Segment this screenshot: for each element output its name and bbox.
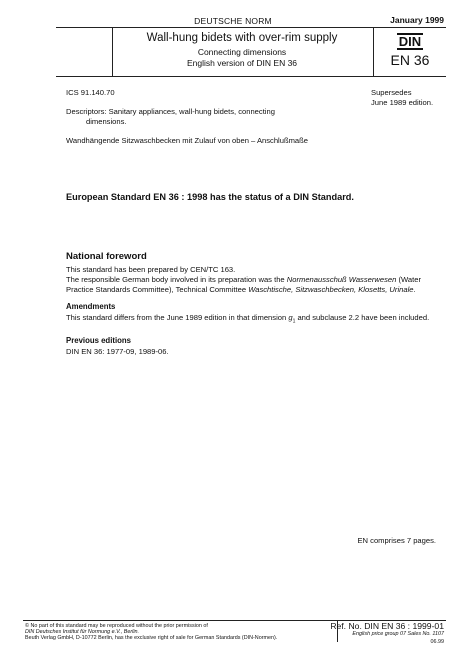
- amendments-text-end: and subclause 2.2 have been included.: [295, 313, 430, 322]
- status-statement: European Standard EN 36 : 1998 has the status of a DIN Standard.: [66, 192, 354, 202]
- print-code: 06.99: [430, 639, 444, 645]
- copyright-institute: DIN Deutsches Institut für Normung e.V., Berlin.: [25, 629, 140, 635]
- previous-editions-text: DIN EN 36: 1977-09, 1989-06.: [66, 347, 169, 356]
- standard-number: EN 36: [390, 52, 430, 68]
- dimension-variable: g: [288, 313, 293, 322]
- amendments-text-start: This standard differs from the June 1989 edition in that dimension: [66, 313, 289, 322]
- document-version: English version of DIN EN 36: [186, 58, 298, 68]
- din-logo-mark: DIN: [398, 34, 422, 49]
- supersedes-line-2: June 1989 edition.: [371, 98, 434, 107]
- amendments-text: [66, 313, 429, 327]
- din-logo: [385, 33, 435, 68]
- title-rule: [56, 76, 446, 77]
- publication-date: January 1999: [390, 15, 444, 25]
- dimension-subscript: 1: [292, 318, 296, 325]
- copyright-line-3: Beuth Verlag GmbH, D-10772 Berlin, has the exclusive right of sale for German Standards (DIN-Normen).: [25, 635, 278, 641]
- foreword-line-3-end: .: [413, 285, 416, 294]
- supersedes-line-1: Supersedes: [371, 88, 412, 97]
- copyright-line-1: © No part of this standard may be reproduced without the prior permission of: [25, 623, 208, 629]
- page-count: EN comprises 7 pages.: [357, 536, 436, 545]
- ics-code: ICS 91.140.70: [66, 88, 115, 97]
- foreword-line-2-end: (Water: [396, 275, 421, 284]
- german-title: Wandhängende Sitzwaschbecken mit Zulauf von oben – Anschlußmaße: [66, 136, 309, 145]
- amendments-heading: Amendments: [66, 302, 116, 311]
- foreword-line-3-text: Practice Standards Committee), Technical Committee: [66, 285, 249, 294]
- foreword-line-3: [66, 285, 416, 295]
- previous-editions-heading: Previous editions: [66, 336, 131, 345]
- national-foreword-heading: National foreword: [66, 251, 147, 262]
- document-subtitle: Connecting dimensions: [197, 47, 287, 57]
- foreword-body-name: Normenausschuß Wasserwesen: [286, 275, 397, 284]
- document-title: Wall-hung bidets with over-rim supply: [146, 32, 338, 44]
- price-group: English price group 07 Sales No. 1107: [352, 631, 444, 637]
- foreword-line-1: This standard has been prepared by CEN/TC 163.: [66, 265, 236, 274]
- supersedes-note: [371, 88, 451, 108]
- foreword-line-2: [66, 275, 421, 285]
- publisher-header: DEUTSCHE NORM: [194, 16, 272, 26]
- foreword-committee-name: Waschtische, Sitzwaschbecken, Klosetts, Urinale: [248, 285, 414, 294]
- foreword-line-2-text: The responsible German body involved in its preparation was the: [66, 275, 287, 284]
- reference-number: Ref. No. DIN EN 36 : 1999-01: [330, 621, 444, 631]
- descriptors-line-1: Descriptors: Sanitary appliances, wall-hung bidets, connecting: [66, 107, 275, 116]
- descriptors-line-2: dimensions.: [86, 117, 127, 126]
